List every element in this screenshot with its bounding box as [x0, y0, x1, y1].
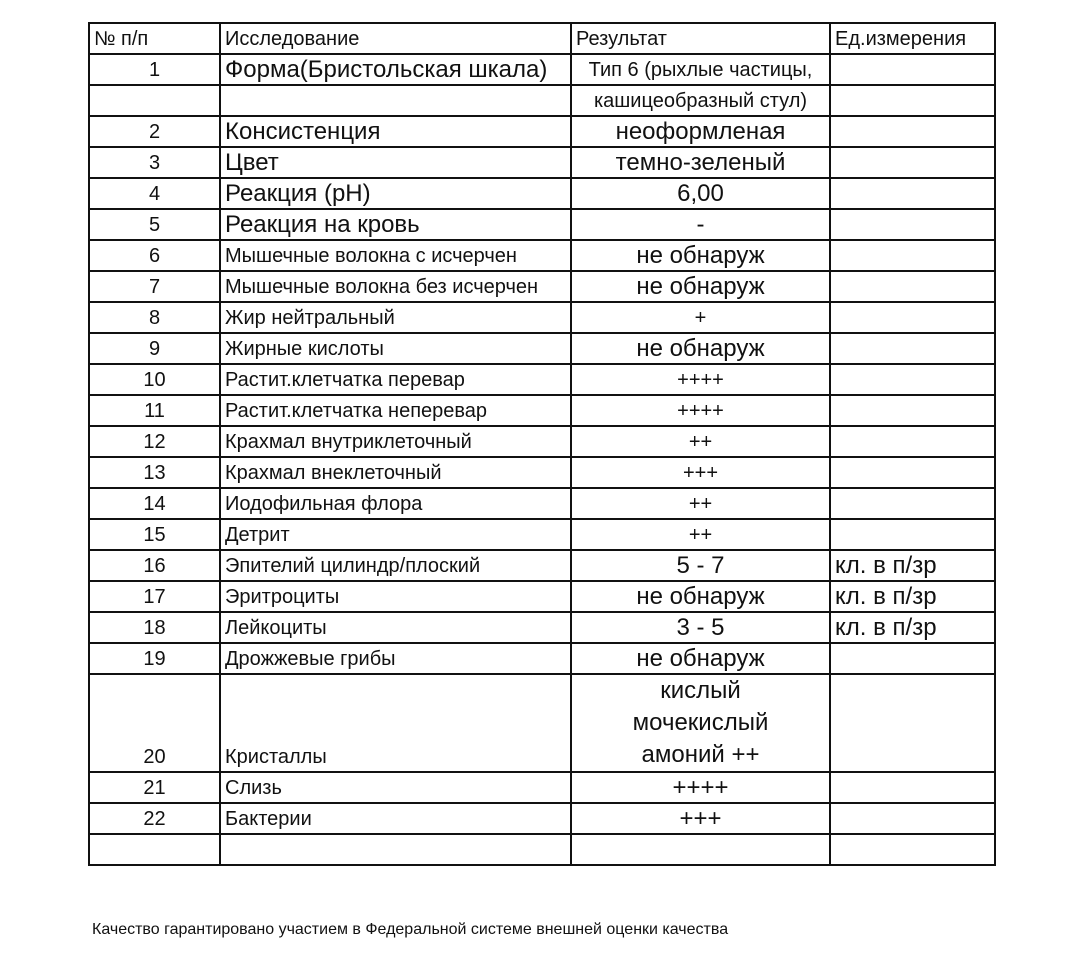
- test-name: Жир нейтральный: [220, 302, 571, 333]
- test-name: Крахмал внутриклеточный: [220, 426, 571, 457]
- unit-value: кл. в п/зр: [830, 581, 995, 612]
- row-number: [89, 85, 220, 116]
- table-row: [89, 85, 995, 116]
- row-number: 4: [89, 178, 220, 209]
- result-value: не обнаруж: [571, 240, 830, 271]
- result-value: не обнаруж: [571, 271, 830, 302]
- table-row: [89, 581, 995, 612]
- test-name: Реакция на кровь: [220, 209, 571, 240]
- test-name: Мышечные волокна с исчерчен: [220, 240, 571, 271]
- unit-value: [830, 240, 995, 271]
- result-value: 3 - 5: [571, 612, 830, 643]
- table-row: [89, 772, 995, 803]
- unit-value: [830, 519, 995, 550]
- unit-value: кл. в п/зр: [830, 612, 995, 643]
- unit-value: [830, 54, 995, 85]
- test-name: Эритроциты: [220, 581, 571, 612]
- row-number: 7: [89, 271, 220, 302]
- test-name: Иодофильная флора: [220, 488, 571, 519]
- unit-value: [830, 674, 995, 772]
- test-name: Кристаллы: [220, 674, 571, 772]
- test-name: Жирные кислоты: [220, 333, 571, 364]
- table-row: [89, 178, 995, 209]
- result-value: [571, 674, 830, 772]
- header-test: Исследование: [220, 23, 571, 54]
- unit-value: [830, 333, 995, 364]
- test-name: Форма(Бристольская шкала): [220, 54, 571, 85]
- test-name: Консистенция: [220, 116, 571, 147]
- result-value: кашицеобразный стул): [571, 85, 830, 116]
- row-number: 3: [89, 147, 220, 178]
- result-value: +++: [571, 803, 830, 834]
- result-value: ++: [571, 488, 830, 519]
- quality-footer-note: Качество гарантировано участием в Федеральной системе внешней оценки качества: [92, 921, 729, 938]
- test-name: Мышечные волокна без исчерчен: [220, 271, 571, 302]
- result-value: ++++: [571, 395, 830, 426]
- table-row: [89, 803, 995, 834]
- test-name: Эпителий цилиндр/плоский: [220, 550, 571, 581]
- unit-value: [830, 395, 995, 426]
- row-number: 18: [89, 612, 220, 643]
- unit-value: [830, 85, 995, 116]
- row-number: 1: [89, 54, 220, 85]
- result-value: темно-зеленый: [571, 147, 830, 178]
- header-row: [89, 23, 995, 54]
- table-row: [89, 116, 995, 147]
- row-number: 14: [89, 488, 220, 519]
- result-value: не обнаруж: [571, 333, 830, 364]
- test-name: Крахмал внеклеточный: [220, 457, 571, 488]
- row-number: 22: [89, 803, 220, 834]
- row-number: 9: [89, 333, 220, 364]
- lab-results-table: [88, 22, 996, 866]
- row-number: 15: [89, 519, 220, 550]
- result-value: -: [571, 209, 830, 240]
- table-row: [89, 395, 995, 426]
- table-row: [89, 834, 995, 865]
- table-row: [89, 364, 995, 395]
- result-value: не обнаруж: [571, 581, 830, 612]
- header-result: Результат: [571, 23, 830, 54]
- table-row: [89, 674, 995, 772]
- test-name: Цвет: [220, 147, 571, 178]
- test-name: Бактерии: [220, 803, 571, 834]
- row-number: 10: [89, 364, 220, 395]
- row-number: 5: [89, 209, 220, 240]
- result-value: +++: [571, 457, 830, 488]
- table-row: [89, 612, 995, 643]
- row-number: 2: [89, 116, 220, 147]
- unit-value: [830, 457, 995, 488]
- result-value: ++: [571, 519, 830, 550]
- test-name: Дрожжевые грибы: [220, 643, 571, 674]
- result-value: [571, 834, 830, 865]
- table-row: [89, 240, 995, 271]
- unit-value: [830, 116, 995, 147]
- row-number: 13: [89, 457, 220, 488]
- test-name: Лейкоциты: [220, 612, 571, 643]
- unit-value: [830, 488, 995, 519]
- unit-value: [830, 364, 995, 395]
- test-name: [220, 85, 571, 116]
- table-row: [89, 302, 995, 333]
- unit-value: [830, 803, 995, 834]
- test-name: Реакция (pH): [220, 178, 571, 209]
- table-row: [89, 550, 995, 581]
- result-line: амоний ++: [641, 741, 760, 768]
- unit-value: [830, 426, 995, 457]
- unit-value: [830, 147, 995, 178]
- result-value: +: [571, 302, 830, 333]
- row-number: 6: [89, 240, 220, 271]
- row-number: 11: [89, 395, 220, 426]
- unit-value: [830, 834, 995, 865]
- table-row: [89, 147, 995, 178]
- row-number: 19: [89, 643, 220, 674]
- test-name: Детрит: [220, 519, 571, 550]
- unit-value: [830, 772, 995, 803]
- result-value: ++++: [571, 364, 830, 395]
- table-row: [89, 271, 995, 302]
- table-row: [89, 209, 995, 240]
- result-value: ++: [571, 426, 830, 457]
- table-row: [89, 457, 995, 488]
- table-row: [89, 488, 995, 519]
- unit-value: кл. в п/зр: [830, 550, 995, 581]
- row-number: 8: [89, 302, 220, 333]
- table-row: [89, 54, 995, 85]
- result-value: 6,00: [571, 178, 830, 209]
- row-number: 12: [89, 426, 220, 457]
- result-value: неоформленая: [571, 116, 830, 147]
- table-row: [89, 426, 995, 457]
- table-row: [89, 333, 995, 364]
- test-name: Слизь: [220, 772, 571, 803]
- result-line: мочекислый: [632, 709, 769, 736]
- test-name: Растит.клетчатка перевар: [220, 364, 571, 395]
- header-num: № п/п: [89, 23, 220, 54]
- header-unit: Ед.измерения: [830, 23, 995, 54]
- unit-value: [830, 643, 995, 674]
- table-row: [89, 519, 995, 550]
- result-value: Тип 6 (рыхлые частицы,: [571, 54, 830, 85]
- result-value: ++++: [571, 772, 830, 803]
- unit-value: [830, 271, 995, 302]
- table-row: [89, 643, 995, 674]
- row-number: 20: [89, 674, 220, 772]
- row-number: 17: [89, 581, 220, 612]
- unit-value: [830, 209, 995, 240]
- test-name: [220, 834, 571, 865]
- result-line: кислый: [660, 677, 741, 704]
- unit-value: [830, 302, 995, 333]
- unit-value: [830, 178, 995, 209]
- row-number: 16: [89, 550, 220, 581]
- row-number: 21: [89, 772, 220, 803]
- result-value: не обнаруж: [571, 643, 830, 674]
- result-value: 5 - 7: [571, 550, 830, 581]
- row-number: [89, 834, 220, 865]
- test-name: Растит.клетчатка неперевар: [220, 395, 571, 426]
